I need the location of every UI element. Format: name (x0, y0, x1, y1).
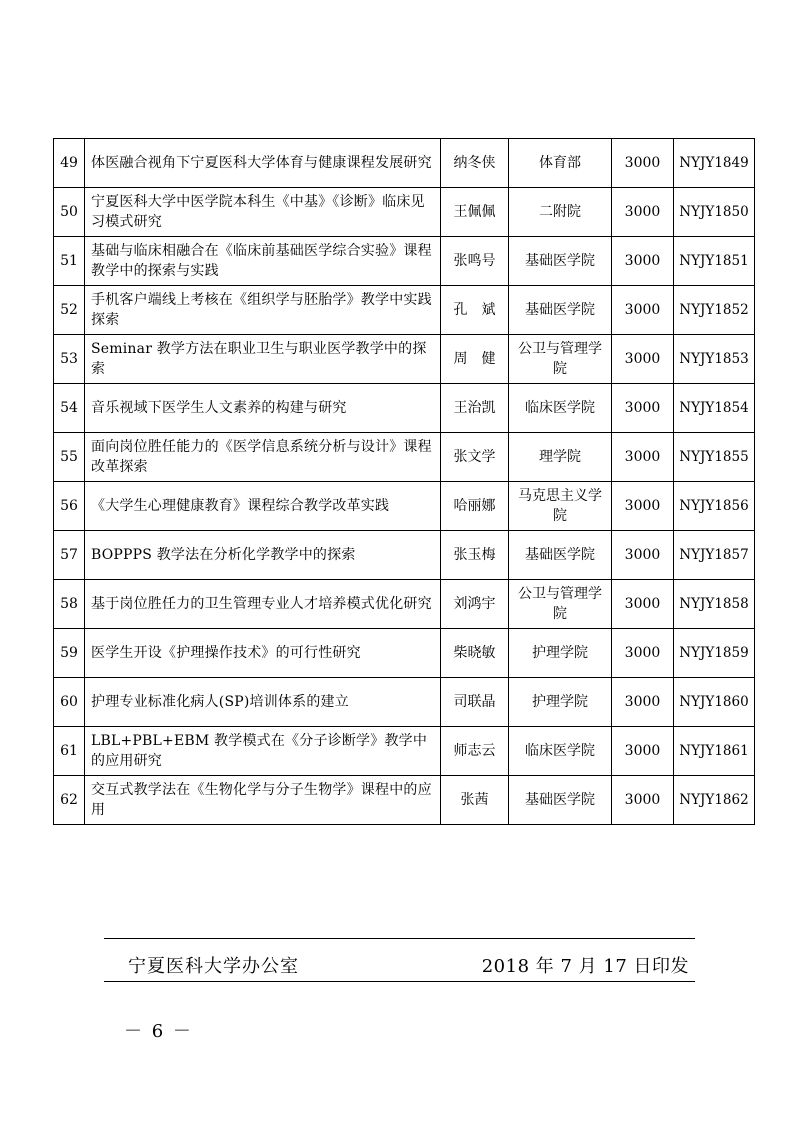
footer-rule-top (104, 938, 695, 939)
funding: 3000 (612, 531, 674, 580)
project-code: NYJY1850 (674, 188, 755, 237)
project-leader: 师志云 (441, 727, 509, 776)
project-code: NYJY1859 (674, 629, 755, 678)
funding: 3000 (612, 629, 674, 678)
project-code: NYJY1861 (674, 727, 755, 776)
project-code: NYJY1849 (674, 139, 755, 188)
project-code: NYJY1862 (674, 776, 755, 825)
row-number: 55 (54, 433, 85, 482)
table-row (54, 139, 755, 188)
table-row (54, 482, 755, 531)
project-code: NYJY1851 (674, 237, 755, 286)
table-body (54, 139, 755, 825)
project-title: 音乐视域下医学生人文素养的构建与研究 (85, 384, 441, 433)
project-title: LBL+PBL+EBM 教学模式在《分子诊断学》教学中的应用研究 (85, 727, 441, 776)
department: 基础医学院 (509, 776, 612, 825)
project-code: NYJY1856 (674, 482, 755, 531)
funding: 3000 (612, 335, 674, 384)
table-row (54, 678, 755, 727)
project-title: BOPPPS 教学法在分析化学教学中的探索 (85, 531, 441, 580)
project-title: 《大学生心理健康教育》课程综合教学改革实践 (85, 482, 441, 531)
project-leader: 张茜 (441, 776, 509, 825)
project-code: NYJY1853 (674, 335, 755, 384)
department: 护理学院 (509, 629, 612, 678)
table-row (54, 237, 755, 286)
project-title: 基于岗位胜任力的卫生管理专业人才培养模式优化研究 (85, 580, 441, 629)
project-code: NYJY1860 (674, 678, 755, 727)
issue-date: 2018 年 7 月 17 日印发 (481, 956, 689, 977)
row-number: 57 (54, 531, 85, 580)
project-leader: 孔 斌 (441, 286, 509, 335)
funding: 3000 (612, 139, 674, 188)
row-number: 59 (54, 629, 85, 678)
row-number: 52 (54, 286, 85, 335)
project-leader: 张文学 (441, 433, 509, 482)
project-title: 护理专业标准化病人(SP)培训体系的建立 (85, 678, 441, 727)
funding: 3000 (612, 384, 674, 433)
project-title: 基础与临床相融合在《临床前基础医学综合实验》课程教学中的探索与实践 (85, 237, 441, 286)
project-code: NYJY1854 (674, 384, 755, 433)
department: 二附院 (509, 188, 612, 237)
department: 公卫与管理学院 (509, 335, 612, 384)
project-code: NYJY1857 (674, 531, 755, 580)
project-leader: 王佩佩 (441, 188, 509, 237)
row-number: 50 (54, 188, 85, 237)
table-row (54, 286, 755, 335)
project-leader: 张鸣号 (441, 237, 509, 286)
department: 基础医学院 (509, 286, 612, 335)
project-title: Seminar 教学方法在职业卫生与职业医学教学中的探索 (85, 335, 441, 384)
project-code: NYJY1855 (674, 433, 755, 482)
project-title: 医学生开设《护理操作技术》的可行性研究 (85, 629, 441, 678)
project-leader: 周 健 (441, 335, 509, 384)
table-row (54, 335, 755, 384)
row-number: 58 (54, 580, 85, 629)
department: 理学院 (509, 433, 612, 482)
department: 临床医学院 (509, 384, 612, 433)
project-table (53, 138, 755, 825)
funding: 3000 (612, 286, 674, 335)
project-leader: 王治凯 (441, 384, 509, 433)
row-number: 61 (54, 727, 85, 776)
project-leader: 张玉梅 (441, 531, 509, 580)
funding: 3000 (612, 433, 674, 482)
project-title: 手机客户端线上考核在《组织学与胚胎学》教学中实践探索 (85, 286, 441, 335)
project-title: 面向岗位胜任能力的《医学信息系统分析与设计》课程改革探索 (85, 433, 441, 482)
table-row (54, 776, 755, 825)
department: 护理学院 (509, 678, 612, 727)
funding: 3000 (612, 580, 674, 629)
department: 体育部 (509, 139, 612, 188)
row-number: 54 (54, 384, 85, 433)
department: 基础医学院 (509, 531, 612, 580)
row-number: 53 (54, 335, 85, 384)
project-code: NYJY1858 (674, 580, 755, 629)
funding: 3000 (612, 237, 674, 286)
project-title: 宁夏医科大学中医学院本科生《中基》《诊断》临床见习模式研究 (85, 188, 441, 237)
table-row (54, 384, 755, 433)
department: 基础医学院 (509, 237, 612, 286)
project-leader: 纳冬侠 (441, 139, 509, 188)
funding: 3000 (612, 727, 674, 776)
department: 马克思主义学院 (509, 482, 612, 531)
project-title: 体医融合视角下宁夏医科大学体育与健康课程发展研究 (85, 139, 441, 188)
project-leader: 刘鸿宇 (441, 580, 509, 629)
table-row (54, 629, 755, 678)
table-row (54, 188, 755, 237)
footer-rule-bottom (104, 981, 695, 982)
table-row (54, 727, 755, 776)
project-leader: 哈丽娜 (441, 482, 509, 531)
row-number: 62 (54, 776, 85, 825)
row-number: 51 (54, 237, 85, 286)
page-number: － 6 － (124, 1021, 193, 1042)
issuer: 宁夏医科大学办公室 (128, 956, 299, 977)
table-row (54, 433, 755, 482)
row-number: 49 (54, 139, 85, 188)
department: 公卫与管理学院 (509, 580, 612, 629)
table-row (54, 531, 755, 580)
funding: 3000 (612, 482, 674, 531)
row-number: 60 (54, 678, 85, 727)
department: 临床医学院 (509, 727, 612, 776)
funding: 3000 (612, 188, 674, 237)
funding: 3000 (612, 678, 674, 727)
project-leader: 柴晓敏 (441, 629, 509, 678)
project-title: 交互式教学法在《生物化学与分子生物学》课程中的应用 (85, 776, 441, 825)
project-code: NYJY1852 (674, 286, 755, 335)
table-row (54, 580, 755, 629)
funding: 3000 (612, 776, 674, 825)
project-leader: 司联晶 (441, 678, 509, 727)
row-number: 56 (54, 482, 85, 531)
